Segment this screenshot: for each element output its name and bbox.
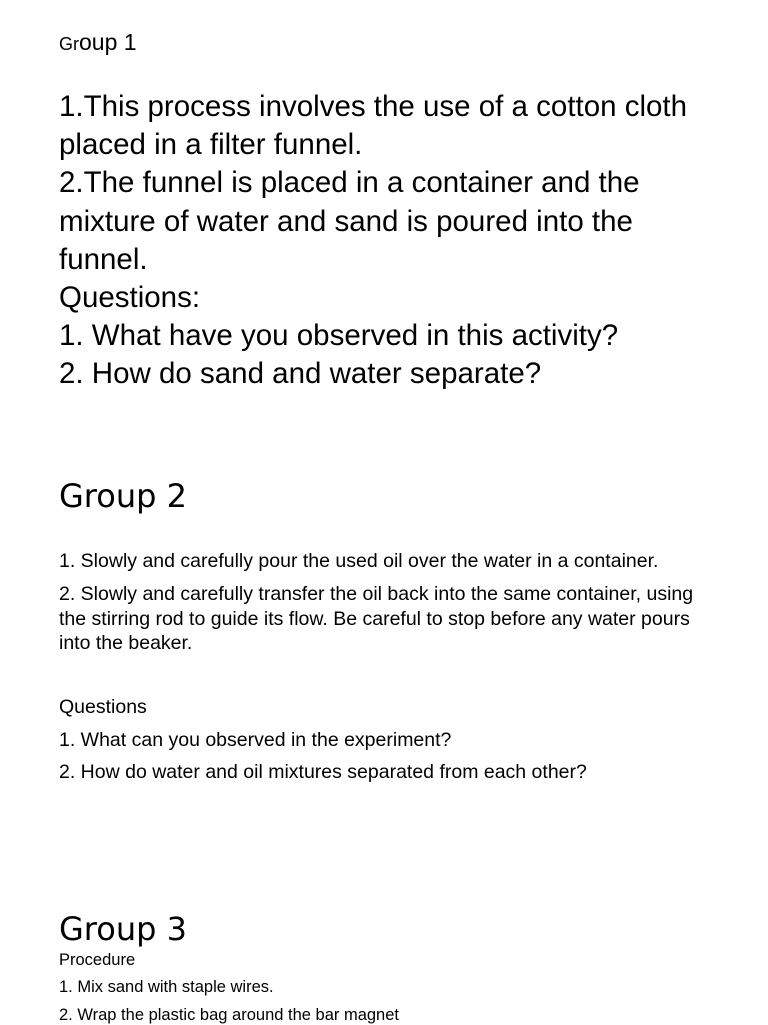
group3-procedure-heading: Procedure	[59, 951, 136, 969]
group2-step-2: 2. Slowly and carefully transfer the oil back into the same container, using the stirring rod to guide its flow. Be careful to stop before any water pours into the beaker.	[59, 583, 694, 654]
group1-question-1: 1. What have you observed in this activity?	[59, 319, 619, 353]
group1-title-prefix: Gr	[59, 34, 79, 54]
group2-step-1: 1. Slowly and carefully pour the used oil over the water in a container.	[59, 550, 659, 572]
group2-title: Group 2	[59, 477, 187, 515]
group1-title	[59, 28, 137, 58]
group3-title: Group 3	[59, 910, 187, 948]
group3-step-2: 2. Wrap the plastic bag around the bar magnet	[59, 1006, 399, 1024]
group2-questions-heading: Questions	[59, 696, 147, 718]
group1-line-step-2: 2.The funnel is placed in a container and the mixture of water and sand is poured into the funnel.	[59, 166, 640, 276]
group2-question-1: 1. What can you observed in the experiment?	[59, 729, 452, 751]
group3-step-1: 1. Mix sand with staple wires.	[59, 978, 274, 996]
group1-question-2: 2. How do sand and water separate?	[59, 357, 542, 391]
group1-line-step-1: 1.This process involves the use of a cotton cloth placed in a filter funnel.	[59, 90, 688, 162]
group2-question-2: 2. How do water and oil mixtures separated from each other?	[59, 761, 587, 783]
group1-title-rest: oup 1	[79, 29, 137, 55]
group1-body	[59, 88, 719, 394]
group1-questions-heading: Questions:	[59, 281, 201, 315]
